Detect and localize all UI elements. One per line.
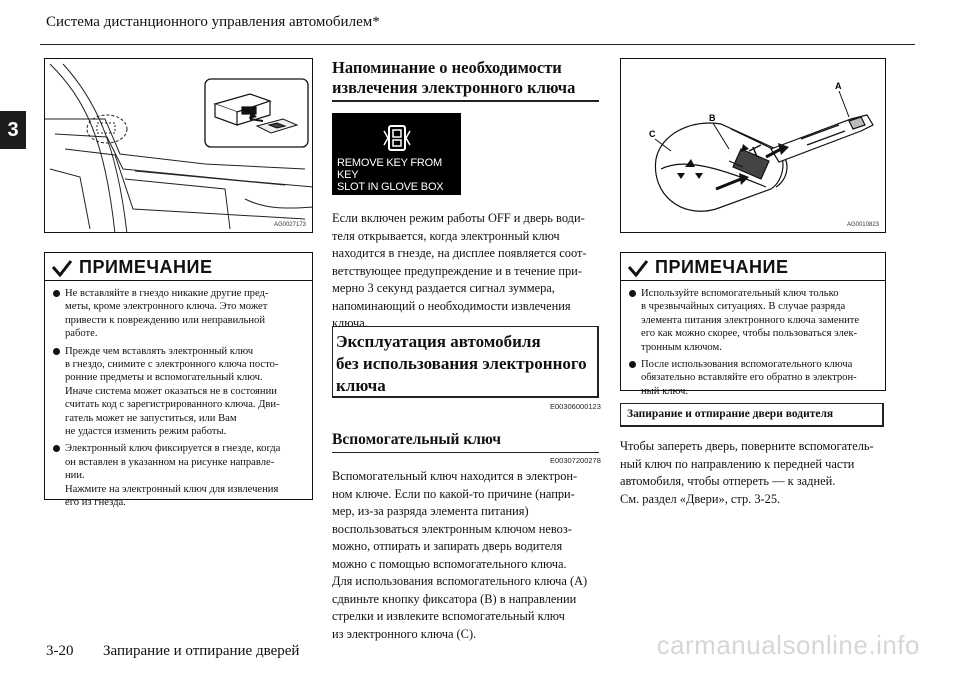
note-heading: [621, 253, 885, 281]
key-slot-icon: [382, 123, 412, 153]
figure-code: AG0027173: [273, 222, 306, 228]
watermark-logo: carmanualsonline.info: [656, 630, 920, 660]
note-check-icon: [51, 259, 73, 277]
note-heading-text: ПРИМЕЧАНИЕ: [655, 257, 789, 277]
running-header: Система дистанционного управления автомобилем*: [46, 14, 380, 30]
lock-text: Чтобы запереть дверь, поверните вспомогатель- ный ключ по направлению к передней части автомобиля, чтобы отпереть — к задней. См. раздел «Двери», стр. 3-25.: [620, 439, 874, 506]
glove-box-key-slot-figure: [44, 58, 313, 233]
note-list: [45, 281, 312, 518]
dashboard-display: [332, 113, 461, 195]
key-fob-illustration: [621, 59, 886, 233]
aux-key-title: Вспомогательный ключ: [332, 431, 501, 448]
chapter-tab: 3: [0, 111, 26, 149]
aux-key-text: Вспомогательный ключ находится в электрон- ном ключе. Если по какой-то причине (напри- мер, из-за разряда элемента питания) воспользоваться электронным ключом невоз- можно, отпирать и запирать дверь водителя можно с помощью вспомогательного ключа. Для использования вспомогательного ключа (A) сдвиньте кнопку фиксатора (B) в направлении стрелки и извлеките вспомогательный ключ из электронного ключа (C).: [332, 469, 588, 641]
section-code: E00306000123: [550, 402, 601, 411]
note-check-icon: [627, 259, 649, 277]
section-rule: [332, 100, 599, 102]
note-item: Прежде чем вставлять электронный ключ в гнездо, снимите с электронного ключа посто- ронние предметы и вспомогательный ключ. Иначе система может оказаться не в состоянии считать код с зарегистрированного ключа. Дви- гатель может не запуститься, или Вам не удастся изменить режим работы.: [51, 345, 306, 439]
note-item: Используйте вспомогательный ключ только в чрезвычайных ситуациях. В случае разряда элемента питания электронного ключа замените его как можно скорее, чтобы пользоваться элек- тронным ключом.: [627, 287, 879, 354]
note-heading: [45, 253, 312, 281]
reminder-text: Если включен режим работы OFF и дверь води- теля открывается, когда электронный ключ находится в гнезде, на дисплее появляется соот- ветствующее предупреждение и в течение при- мерно 3 секунд раздается сигнал зуммера, напоминающий о необходимости извлечения ключа.: [332, 211, 587, 330]
label-a: A: [835, 81, 842, 91]
section-code: E00307200278: [550, 456, 601, 465]
label-b: B: [709, 113, 716, 123]
display-message: REMOVE KEY FROM KEY SLOT IN GLOVE BOX: [337, 157, 444, 193]
glove-box-illustration: [45, 59, 313, 233]
note-box-right: [620, 252, 886, 397]
section-rule: [332, 452, 599, 453]
label-c: C: [649, 129, 656, 139]
note-item: После использования вспомогательного ключа обязательно вставляйте его обратно в электрон- ный ключ.: [627, 358, 879, 398]
note-list: [621, 281, 885, 406]
note-box-left: [44, 252, 313, 509]
page-number: 3-20: [46, 643, 74, 659]
header-rule: [40, 44, 915, 45]
note-item: Не вставляйте в гнездо никакие другие пред- меты, кроме электронного ключа. Это может привести к повреждению или неправильной работе.: [51, 287, 306, 341]
footer-section-title: Запирание и отпирание дверей: [103, 643, 300, 659]
emergency-key-figure: [620, 58, 886, 233]
figure-code: AG0010823: [846, 222, 879, 228]
reminder-section-title: Напоминание о необходимости извлечения электронного ключа: [332, 58, 576, 97]
lock-section-title: Запирание и отпирание двери водителя: [627, 408, 834, 420]
operation-section-title: Эксплуатация автомобиля без использования электронного ключа: [336, 332, 587, 395]
note-heading-text: ПРИМЕЧАНИЕ: [79, 257, 213, 277]
note-item: Электронный ключ фиксируется в гнезде, когда он вставлен в указанном на рисунке направле- нии. Нажмите на электронный ключ для извлечения его из гнезда.: [51, 442, 306, 509]
